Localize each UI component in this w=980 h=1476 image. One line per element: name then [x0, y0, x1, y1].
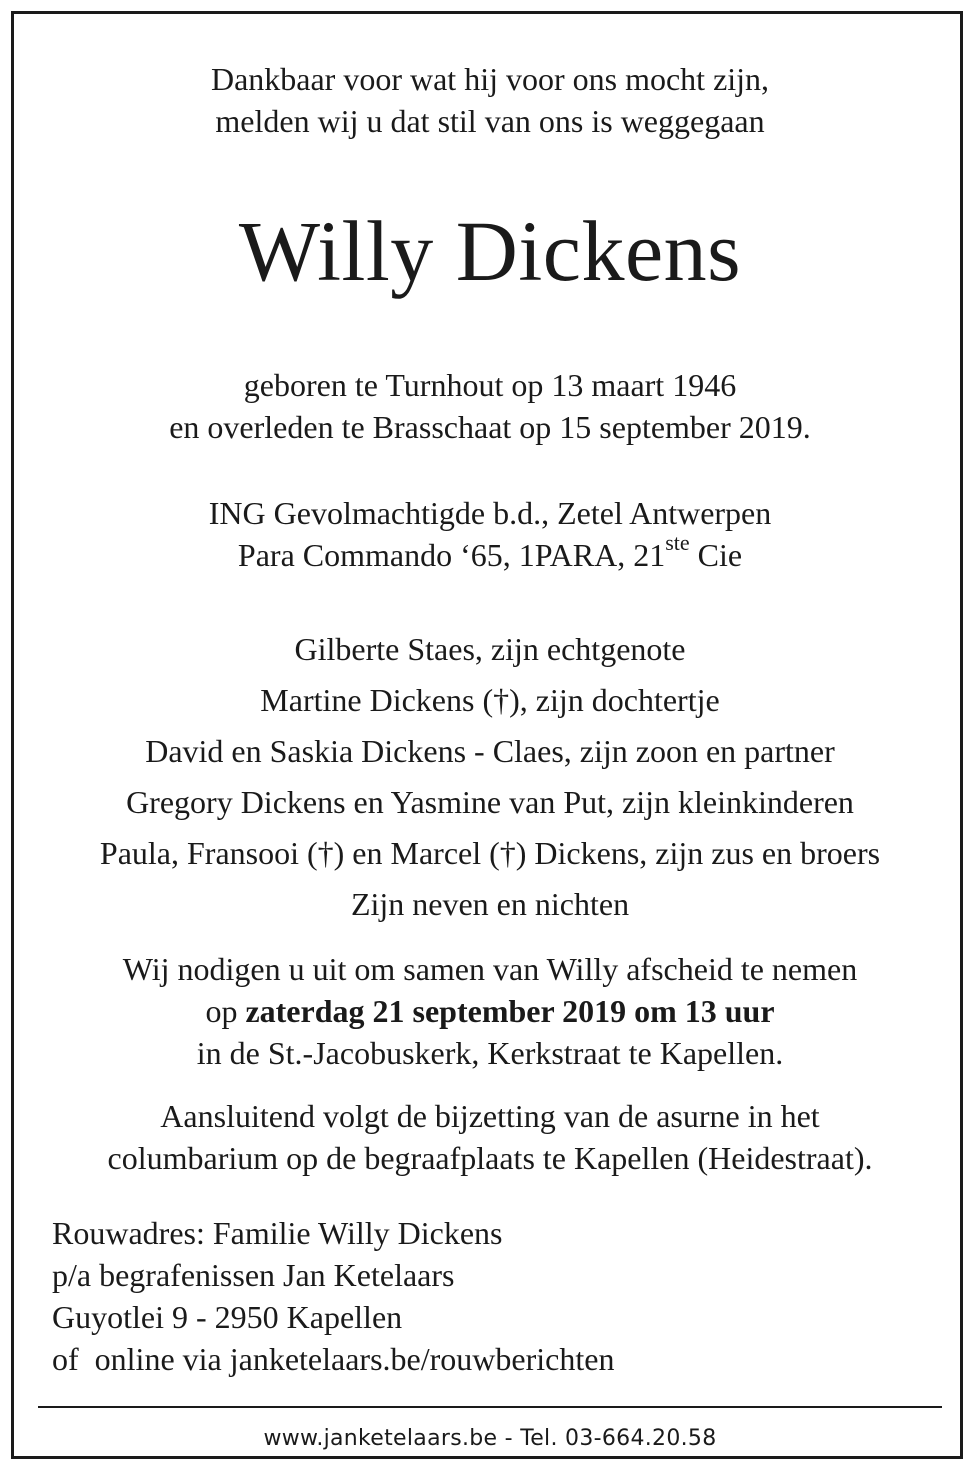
- family-member: Paula, Fransooi (†) en Marcel (†) Dickens, zijn zus en broers: [99, 835, 881, 871]
- title-line-2-superscript: ste: [665, 530, 690, 556]
- invitation-line-2-prefix: op: [205, 993, 246, 1029]
- address-line-4: of online via janketelaars.be/rouwberichten: [52, 1341, 615, 1377]
- burial-line-1: Aansluitend volgt de bijzetting van de asurne in het: [160, 1098, 820, 1134]
- address-line-1: Rouwadres: Familie Willy Dickens: [52, 1215, 503, 1251]
- intro-text: [14, 58, 966, 142]
- intro-line-2: melden wij u dat stil van ons is weggegaan: [215, 103, 765, 139]
- address-line-3: Guyotlei 9 - 2950 Kapellen: [52, 1299, 403, 1335]
- family-list: [14, 624, 966, 930]
- footer-divider: [38, 1406, 942, 1408]
- deceased-name: Willy Dickens: [238, 203, 742, 299]
- invitation-line-1: Wij nodigen u uit om samen van Willy afscheid te nemen: [122, 951, 858, 987]
- burial-line-2: columbarium op de begraafplaats te Kapellen (Heidestraat).: [107, 1140, 873, 1176]
- family-member: Gregory Dickens en Yasmine van Put, zijn kleinkinderen: [126, 784, 854, 820]
- death-line: en overleden te Brasschaat op 15 september 2019.: [169, 409, 811, 445]
- title-line-2-suffix: Cie: [689, 537, 743, 573]
- invitation-line-2: [14, 990, 966, 1032]
- burial-info: [14, 1095, 966, 1179]
- ceremony-datetime: zaterdag 21 september 2019 om 13 uur: [245, 993, 775, 1029]
- title-line-1: ING Gevolmachtigde b.d., Zetel Antwerpen: [208, 495, 772, 531]
- intro-line-1: Dankbaar voor wat hij voor ons mocht zijn,: [210, 61, 770, 97]
- family-member: Martine Dickens (†), zijn dochtertje: [260, 682, 720, 718]
- life-dates: [14, 364, 966, 448]
- family-member: Zijn neven en nichten: [350, 886, 630, 922]
- title-line-2-prefix: Para Commando ‘65, 1PARA, 21: [237, 537, 666, 573]
- invitation-line-3: in de St.-Jacobuskerk, Kerkstraat te Kapellen.: [196, 1035, 784, 1071]
- titles: [14, 492, 966, 576]
- birth-line: geboren te Turnhout op 13 maart 1946: [243, 367, 737, 403]
- family-member: Gilberte Staes, zijn echtgenote: [294, 631, 686, 667]
- invitation: [14, 948, 966, 1074]
- family-member: David en Saskia Dickens - Claes, zijn zoon en partner: [145, 733, 835, 769]
- title-line-2: [14, 530, 966, 576]
- address-line-2: p/a begrafenissen Jan Ketelaars: [52, 1257, 455, 1293]
- mourning-address: [52, 1212, 614, 1380]
- footer-contact: www.janketelaars.be - Tel. 03-664.20.58: [263, 1426, 717, 1451]
